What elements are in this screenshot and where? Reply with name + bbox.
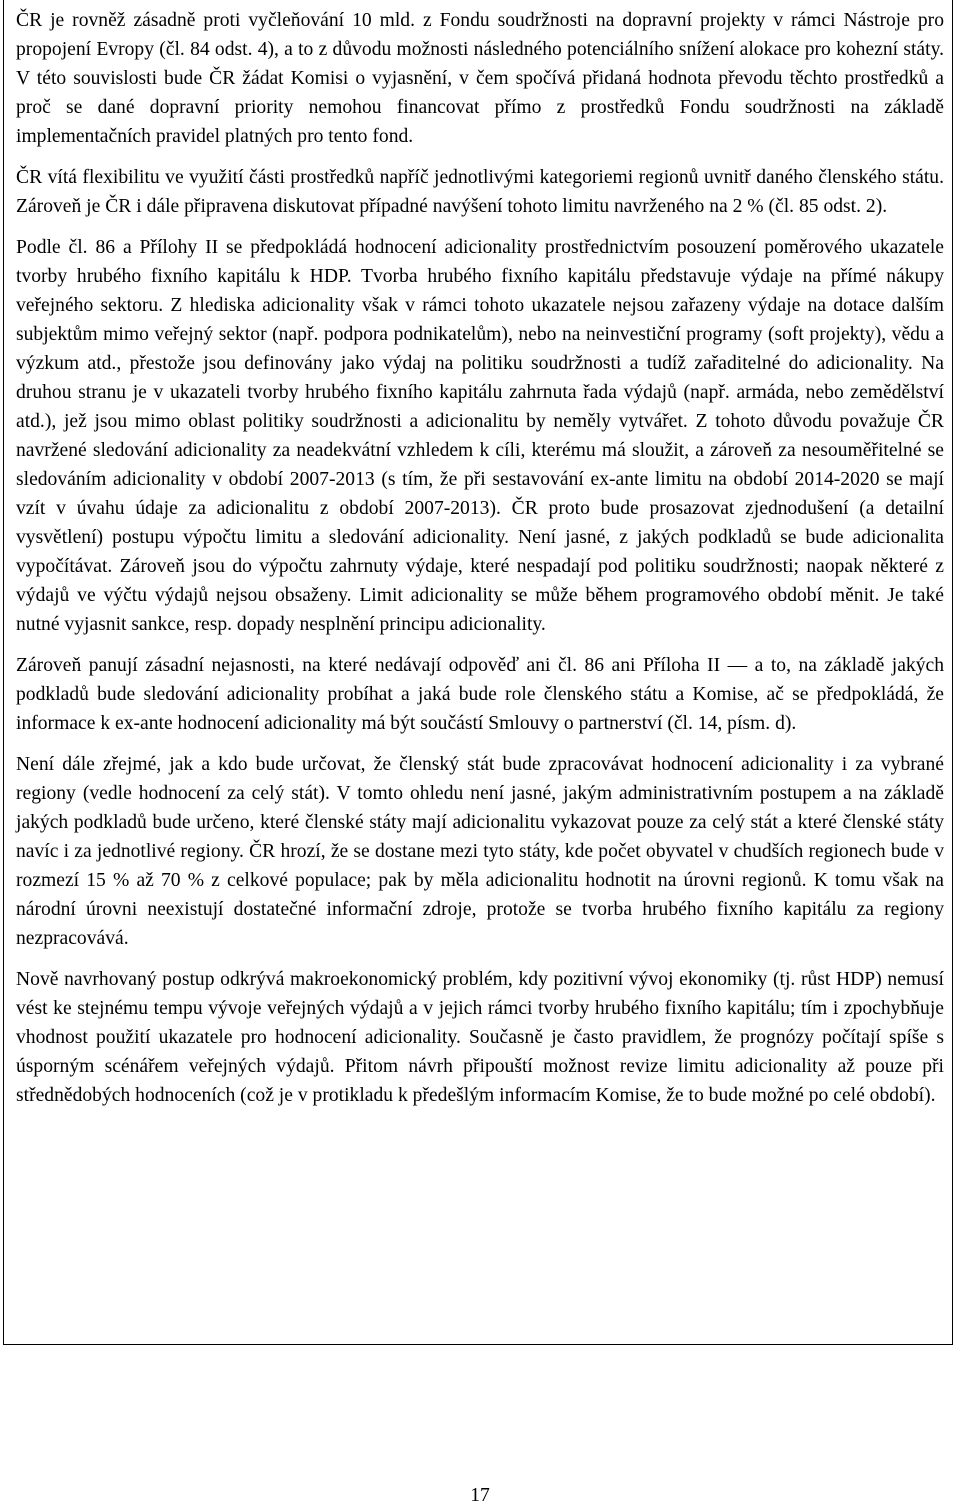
paragraph-regional-evaluation: Není dále zřejmé, jak a kdo bude určovat, že členský stát bude zpracovávat hodnocení adicionality i za vybrané regiony (vedle hodnocení za celý stát). V tomto ohledu není jasné, jakým administrativním postupem a na základě jakých podkladů bude určeno, které členské státy mají adicionalitu vykazovat pouze za celý stát a které členské státy navíc i za jednotlivé regiony. ČR hrozí, že se dostane mezi tyto státy, kde počet obyvatel v chudších regionech bude v rozmezí 15 % až 70 % z celkové populace; pak by měla adicionalitu hodnotit na úrovni regionů. K tomu však na národní úrovni neexistují dostatečné informační zdroje, protože se tvorba hrubého fixního kapitálu za regiony nezpracovává. [16, 754, 944, 949]
paragraph-flexibility: ČR vítá flexibilitu ve využití části prostředků napříč jednotlivými kategoriemi regionů uvnitř daného členského státu. Zároveň je ČR i dále připravena diskutovat případné navýšení tohoto limitu navrženého na 2 % (čl. 85 odst. 2). [16, 167, 944, 217]
document-body [16, 6, 944, 1122]
paragraph-cohesion-fund: ČR je rovněž zásadně proti vyčleňování 10 mld. z Fondu soudržnosti na dopravní projekty v rámci Nástroje pro propojení Evropy (čl. 84 odst. 4), a to z důvodu možnosti následného potenciálního snížení alokace pro kohezní státy. V této souvislosti bude ČR žádat Komisi o vyjasnění, v čem spočívá přidaná hodnota převodu těchto prostředků a proč se dané dopravní priority nemohou financovat přímo z prostředků Fondu soudržnosti na základě implementačních pravidel platných pro tento fond. [16, 10, 944, 147]
paragraph-unclear-basis: Zároveň panují zásadní nejasnosti, na které nedávají odpověď ani čl. 86 ani Příloha II — a to, na základě jakých podkladů bude sledování adicionality probíhat a jaká bude role členského státu a Komise, ač se předpokládá, že informace k ex-ante hodnocení adicionality má být součástí Smlouvy o partnerství (čl. 14, písm. d). [16, 655, 944, 734]
page-number: 17 [470, 1485, 490, 1506]
paragraph-macroeconomic-problem: Nově navrhovaný postup odkrývá makroekonomický problém, kdy pozitivní vývoj ekonomiky (tj. růst HDP) nemusí vést ke stejnému tempu vývoje veřejných výdajů a v jejich rámci tvorby hrubého fixního kapitálu; tím i zpochybňuje vhodnost použití ukazatele pro hodnocení adicionality. Současně je často pravidlem, že prognózy počítají spíše s úsporným scénářem veřejných výdajů. Přitom návrh připouští možnost revize limitu adicionality až pouze při střednědobých hodnoceních (což je v protikladu k předešlým informacím Komise, že to bude možné po celé období). [16, 969, 944, 1106]
paragraph-additionality-assessment: Podle čl. 86 a Přílohy II se předpokládá hodnocení adicionality prostřednictvím posouzení poměrového ukazatele tvorby hrubého fixního kapitálu k HDP. Tvorba hrubého fixního kapitálu představuje výdaje na přímé nákupy veřejného sektoru. Z hlediska adicionality však v rámci tohoto ukazatele nejsou zařazeny výdaje na dotace dalším subjektům mimo veřejný sektor (např. podpora podnikatelům), nebo na neinvestiční programy (soft projekty), vědu a výzkum atd., přestože jsou definovány jako výdaj na politiku soudržnosti a tudíž zařaditelné do adicionality. Na druhou stranu je v ukazateli tvorby hrubého fixního kapitálu zahrnuta řada výdajů (např. armáda, nebo zemědělství atd.), jež jsou mimo oblast politiky soudržnosti a adicionalitu by neměly vytvářet. Z tohoto důvodu považuje ČR navržené sledování adicionality za neadekvátní vzhledem k cíli, kterému má sloužit, a zároveň za nesouměřitelné se sledováním adicionality v období 2007-2013 (s tím, že při sestavování ex-ante limitu na období 2014-2020 se mají vzít v úvahu údaje za adicionalitu z období 2007-2013). ČR proto bude prosazovat zjednodušení (a detailní vysvětlení) postupu výpočtu limitu a sledování adicionality. Není jasné, z jakých podkladů se bude adicionalita vypočítávat. Zároveň jsou do výpočtu zahrnuty výdaje, které nespadají pod politiku soudržnosti; naopak některé z výdajů ve výčtu výdajů nejsou obsaženy. Limit adicionality se může během programového období měnit. Je také nutné vyjasnit sankce, resp. dopady nesplnění principu adicionality. [16, 237, 944, 635]
